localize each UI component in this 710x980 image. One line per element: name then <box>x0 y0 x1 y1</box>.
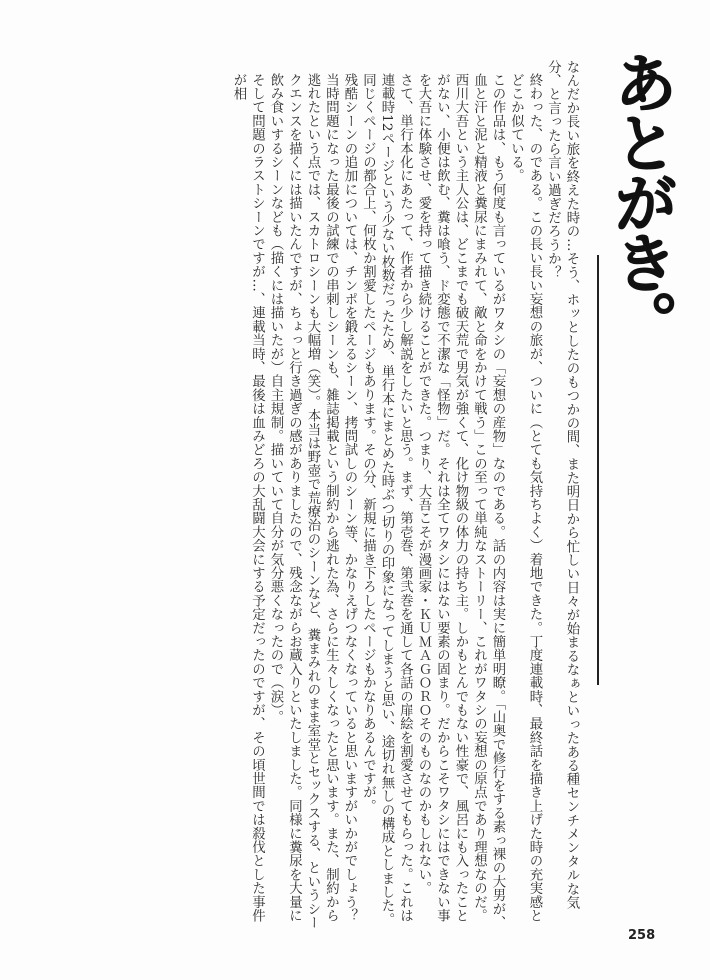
paragraph-7: そして問題のラストシーンですが…、連載当時、最後は血みどろの大乱闘大会にする予定だったのですが、その頃世間では殺伐とした事件が相 <box>231 73 265 923</box>
paragraph-5: さて、単行本化にあたって、作者から少し解説をしたいと思う。まず、第壱巻、第弐巻を通して各話の扉絵を割愛させてもらった。これは連載時12ページという少ない枚数だったため、単行本にまとめた時ぶつ切りの印象になってしまうと思い、途切れ無しの構成としました。同じくページの都合上、何枚か割愛したページもあります。その分、新規に描き下ろしたページもかなりあるんですが。 <box>360 73 413 927</box>
afterword-body <box>70 60 580 930</box>
page-title: あとがき。 <box>603 50 677 350</box>
page-number: 258 <box>628 928 656 943</box>
paragraph-4: 西川大吾という主人公は、どこまでも破天荒で男気が強くて、化け物級の体力の持ち主。しかもとんでもない性豪で、風呂にも入ったことがない、小便は飲む、糞は喰う、ド変態で不潔な「怪物」だ。それは全てワタシにはない要素の固まり。だからこそワタシにはできない事を大吾に体験させ、愛を持って描き続けることができた。つまり、大吾こそが漫画家・ＫＵＭＡＧＯＲＯそのものなのかもしれない。 <box>416 73 468 923</box>
paragraph-2: 終わった、のである。この長い長い妄想の旅が、ついに（とても気持ちよく）着地できた。丁度連載時、最終話を描き上げた時の充実感とどこか似ている。 <box>508 73 542 923</box>
paragraph-6: 残酷シーンの追加については、チンポを鍛えるシーン、拷問試しのシーン等、かなりえげつなくなっていると思いますがいかがでしょう？当時問題になった最後の試練での串刺しシーンも、雑誌掲載という制約から逃れた為、さらに生々しくなったと思います。また、制約から逃れたという点では、スカトロシーンも大幅増（笑）。本当は野壺で荒療治のシーンなど、糞まみれのまま室堂とセックスする、というシークエンスを描くには描いたんですが、ちょっと行き過ぎの感がありましたので、残念ながらお蔵入りといたしました。同様に糞尿を大量に飲み食いするシーンなども（描くには描いたが）自主規制。描いていて自分が気分悪くなったので（涙）。 <box>268 73 357 930</box>
paragraph-1: なんだか長い旅を終えた時の…そう、ホッとしたのもつかの間、また明日から忙しい日々が始まるなぁといったある種センチメンタルな気分、と言ったら言い過ぎだろうか？ <box>545 60 579 910</box>
title-divider <box>597 255 599 685</box>
paragraph-3: この作品は、もう何度も言っているがワタシの「妄想の産物」なのである。話の内容は実に簡単明瞭。「山奥で修行をする素っ裸の大男が、血と汗と泥と精液と糞尿にまみれて、敵と命をかけて戦う」この至って単純なストーリー、これがワタシの妄想の原点であり理想なのだ。 <box>471 73 505 930</box>
